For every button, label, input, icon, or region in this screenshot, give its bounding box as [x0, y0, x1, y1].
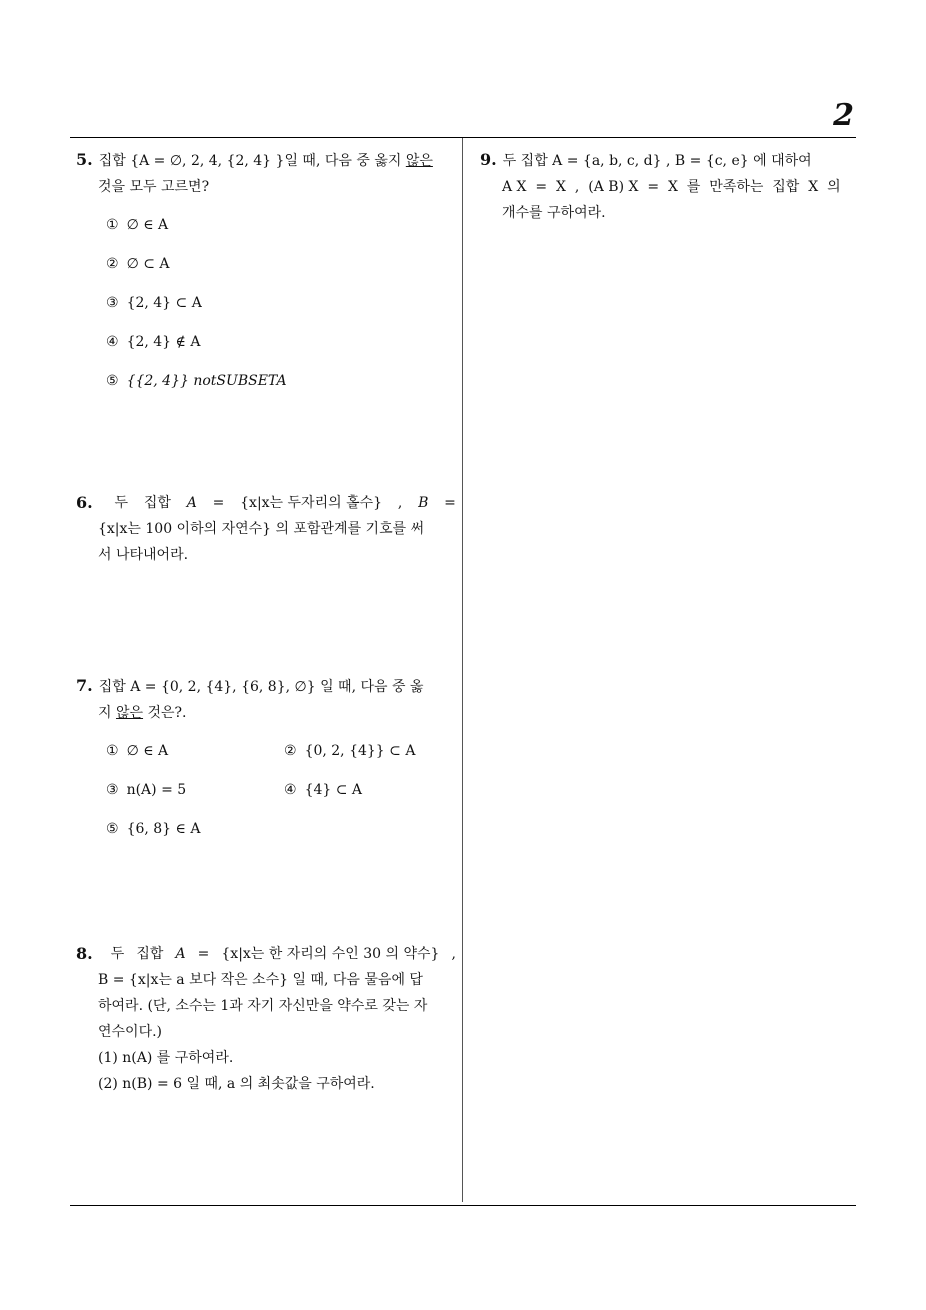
word: 두: [114, 495, 129, 511]
choice-mark: ⑤: [106, 821, 119, 837]
choice-mark: ④: [106, 334, 119, 350]
problem-8: [76, 941, 456, 1097]
choice-list: [76, 738, 456, 855]
choice-list: [76, 212, 456, 407]
footer-rule: [70, 1205, 856, 1206]
choice-mark: ③: [106, 782, 119, 798]
word: =: [444, 495, 456, 511]
problem-text: 집합 A = {0, 2, {4}, {6, 8}, ∅} 일 때, 다음 중 옳: [98, 679, 424, 695]
problem-text: {x|x는 100 이하의 자연수} 의 포함관계를 기호를 써: [98, 521, 425, 537]
word: A: [175, 946, 186, 962]
problem-number: 7.: [76, 676, 93, 695]
choice-2[interactable]: [284, 738, 462, 777]
problem-number: 8.: [76, 944, 93, 963]
word: ,: [451, 946, 456, 962]
word: 두: [110, 946, 125, 962]
choice-2[interactable]: [106, 251, 456, 290]
choice-text: ∅ ⊂ A: [126, 256, 170, 272]
choice-text: ∅ ∈ A: [126, 743, 169, 759]
problem-text: B = {x|x는 a 보다 작은 소수} 일 때, 다음 물음에 답: [98, 972, 423, 988]
word: {x|x는 두자리의 홀수}: [240, 495, 383, 511]
problem-text: 개수를 구하여라.: [502, 205, 606, 221]
word: =: [197, 946, 210, 962]
problem-9-line-1: [480, 147, 858, 174]
problem-7: [76, 673, 456, 855]
word: 집합: [143, 495, 171, 511]
choice-mark: ④: [284, 782, 297, 798]
problem-text: 것을 모두 고르면?: [98, 179, 210, 195]
problem-text: 지: [98, 705, 116, 721]
word: A: [186, 495, 197, 511]
problem-text: 것은?.: [143, 705, 187, 721]
problem-text: 서 나타내어라.: [98, 547, 189, 563]
problem-7-line-2: [76, 700, 456, 726]
choice-text: {6, 8} ∈ A: [126, 821, 201, 837]
choice-5[interactable]: [106, 368, 456, 407]
choice-text: {2, 4} ⊂ A: [126, 295, 202, 311]
choice-5[interactable]: [106, 816, 284, 855]
problem-number: 9.: [480, 150, 497, 169]
problem-5-line-1: [76, 147, 456, 174]
choice-mark: ②: [106, 256, 119, 272]
choice-4[interactable]: [284, 777, 462, 816]
choice-4[interactable]: [106, 329, 456, 368]
choice-mark: ①: [106, 743, 119, 759]
choice-3[interactable]: [106, 290, 456, 329]
problem-text: A X = X , (A B) X = X 를 만족하는 집합 X 의: [502, 179, 841, 195]
choice-mark: ①: [106, 217, 119, 233]
problem-text: 집합 {A = ∅, 2, 4, {2, 4} }일 때, 다음 중 옳지: [98, 153, 406, 169]
word: 집합: [136, 946, 164, 962]
problem-text: 하여라. (단, 소수는 1과 자기 자신만을 약수로 갖는 자: [98, 998, 428, 1014]
choice-mark: ②: [284, 743, 297, 759]
page-number: 2: [833, 98, 854, 133]
choice-text: n(A) = 5: [126, 782, 187, 798]
underlined-word: 않은: [115, 705, 144, 721]
problem-text: 두 집합 A = {a, b, c, d} , B = {c, e} 에 대하여: [502, 153, 812, 169]
choice-1[interactable]: [106, 212, 456, 251]
choice-mark: ③: [106, 295, 119, 311]
sub-question-1: (1) n(A) 를 구하여라.: [98, 1050, 234, 1066]
problem-9: [480, 147, 858, 226]
choice-text: ∅ ∈ A: [126, 217, 169, 233]
sub-question-2: (2) n(B) = 6 일 때, a 의 최솟값을 구하여라.: [98, 1076, 375, 1092]
word: B: [418, 495, 429, 511]
column-divider: [462, 138, 463, 1202]
word: {x|x는 한 자리의 수인 30 의 약수}: [221, 946, 440, 962]
choice-text: {{2, 4}} notSUBSETA: [126, 373, 287, 389]
problem-8-line-1: [76, 941, 456, 967]
problem-5: [76, 147, 456, 407]
header-rule: [70, 137, 856, 138]
choice-text: {4} ⊂ A: [304, 782, 363, 798]
underlined-word: 않은: [405, 153, 433, 169]
problem-number: 5.: [76, 150, 93, 169]
choice-1[interactable]: [106, 738, 284, 777]
choice-3[interactable]: [106, 777, 284, 816]
problem-7-line-1: [76, 673, 456, 700]
choice-mark: ⑤: [106, 373, 119, 389]
word: ,: [397, 495, 403, 511]
problem-6-line-1: [76, 490, 456, 516]
problem-text: 연수이다.): [98, 1024, 163, 1040]
choice-text: {0, 2, {4}} ⊂ A: [304, 743, 416, 759]
problem-number: 6.: [76, 493, 93, 512]
choice-text: {2, 4} ∉ A: [126, 334, 201, 350]
problem-6: [76, 490, 456, 568]
word: =: [212, 495, 225, 511]
